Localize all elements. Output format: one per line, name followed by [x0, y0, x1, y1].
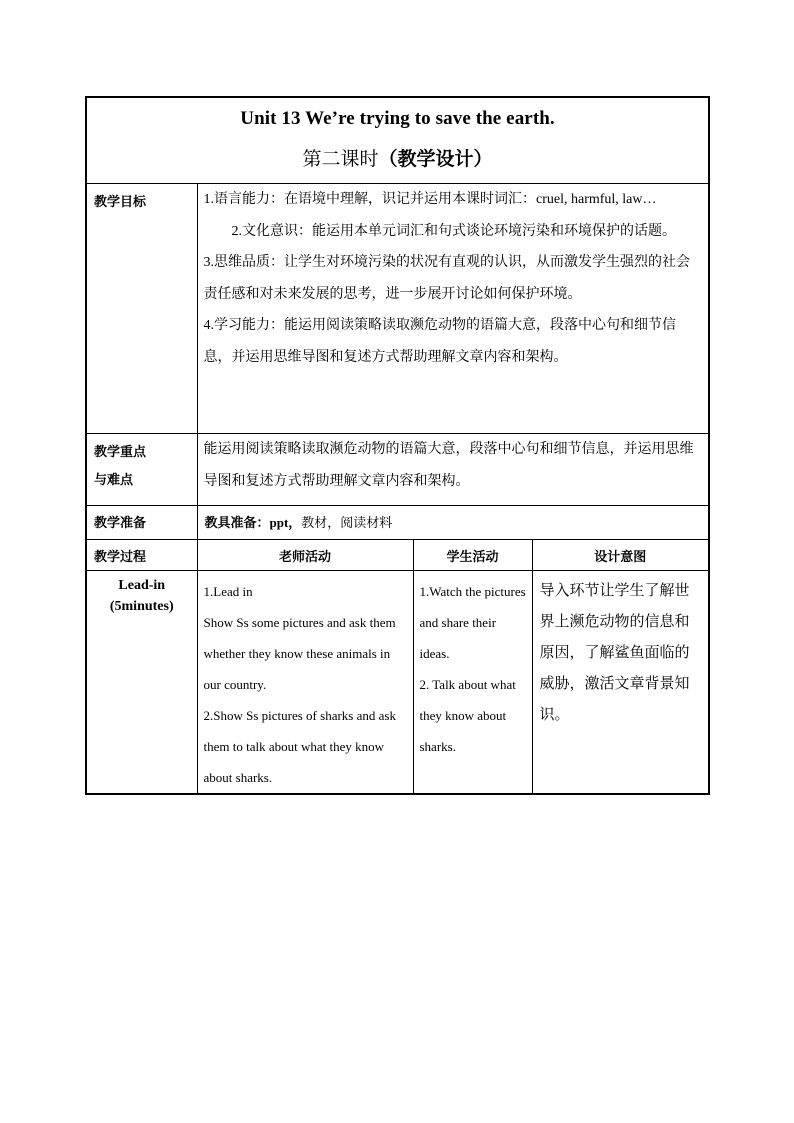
lesson-plan-table — [85, 96, 710, 795]
col-header-student: 学生活动 — [413, 540, 532, 571]
key-points-label-line2: 与难点 — [94, 472, 134, 487]
process-label: 教学过程 — [86, 540, 197, 571]
teacher-activity-line: 1.Lead in — [203, 584, 253, 599]
lead-in-teacher-activity — [197, 571, 413, 795]
teacher-activity-line: Show Ss some pictures and ask them whether they know these animals in our country. — [203, 615, 396, 692]
lead-in-student-activity — [413, 571, 532, 795]
title-english: Unit 13 We’re trying to save the earth. — [240, 108, 555, 129]
preparation-content-bold: 教具准备：ppt， — [204, 515, 302, 530]
lead-in-design-intent: 导入环节让学生了解世界上濒危动物的信息和原因，了解鲨鱼面临的威胁，激活文章背景知识。 — [532, 571, 709, 795]
objective-item: 1.语言能力：在语境中理解，识记并运用本课时词汇：cruel, harmful, law… — [203, 192, 657, 207]
title-row — [86, 97, 709, 184]
title-chinese-prefix: 第二课时 — [302, 149, 379, 170]
preparation-row — [86, 506, 709, 540]
objective-item: 3.思维品质：让学生对环境污染的状况有直观的认识，从而激发学生强烈的社会责任感和对未来发展的思考，进一步展开讨论如何保护环境。 — [203, 255, 690, 302]
key-points-label-line1: 教学重点 — [94, 444, 147, 459]
key-points-content: 能运用阅读策略读取濒危动物的语篇大意，段落中心句和细节信息，并运用思维导图和复述方式帮助理解文章内容和架构。 — [197, 434, 709, 506]
lead-in-stage-duration: (5minutes) — [109, 599, 174, 614]
lead-in-row — [86, 571, 709, 795]
key-points-label — [86, 434, 197, 506]
process-header-row — [86, 540, 709, 571]
teacher-activity-line: 2.Show Ss pictures of sharks and ask them to talk about what they know about sharks. — [203, 708, 396, 785]
title-chinese — [87, 144, 708, 171]
lead-in-stage-name: Lead-in — [118, 578, 166, 593]
objectives-content — [197, 184, 709, 434]
objectives-row — [86, 184, 709, 434]
student-activity-line: 2. Talk about what they know about sharks. — [419, 677, 516, 754]
preparation-content — [197, 506, 709, 540]
lead-in-stage — [86, 571, 197, 795]
objective-item: 4.学习能力：能运用阅读策略读取濒危动物的语篇大意，段落中心句和细节信息，并运用思维导图和复述方式帮助理解文章内容和架构。 — [203, 318, 676, 365]
student-activity-line: 1.Watch the pictures and share their ideas. — [419, 584, 526, 661]
objective-item: 2.文化意识：能运用本单元词汇和句式谈论环境污染和环境保护的话题。 — [231, 223, 676, 239]
preparation-label: 教学准备 — [86, 506, 197, 540]
key-points-row — [86, 434, 709, 506]
col-header-intent: 设计意图 — [532, 540, 709, 571]
preparation-content-normal: 教材，阅读材料 — [301, 515, 393, 530]
objectives-label: 教学目标 — [86, 184, 197, 434]
title-cell — [86, 97, 709, 184]
title-chinese-suffix: （教学设计） — [378, 149, 493, 170]
col-header-teacher: 老师活动 — [197, 540, 413, 571]
